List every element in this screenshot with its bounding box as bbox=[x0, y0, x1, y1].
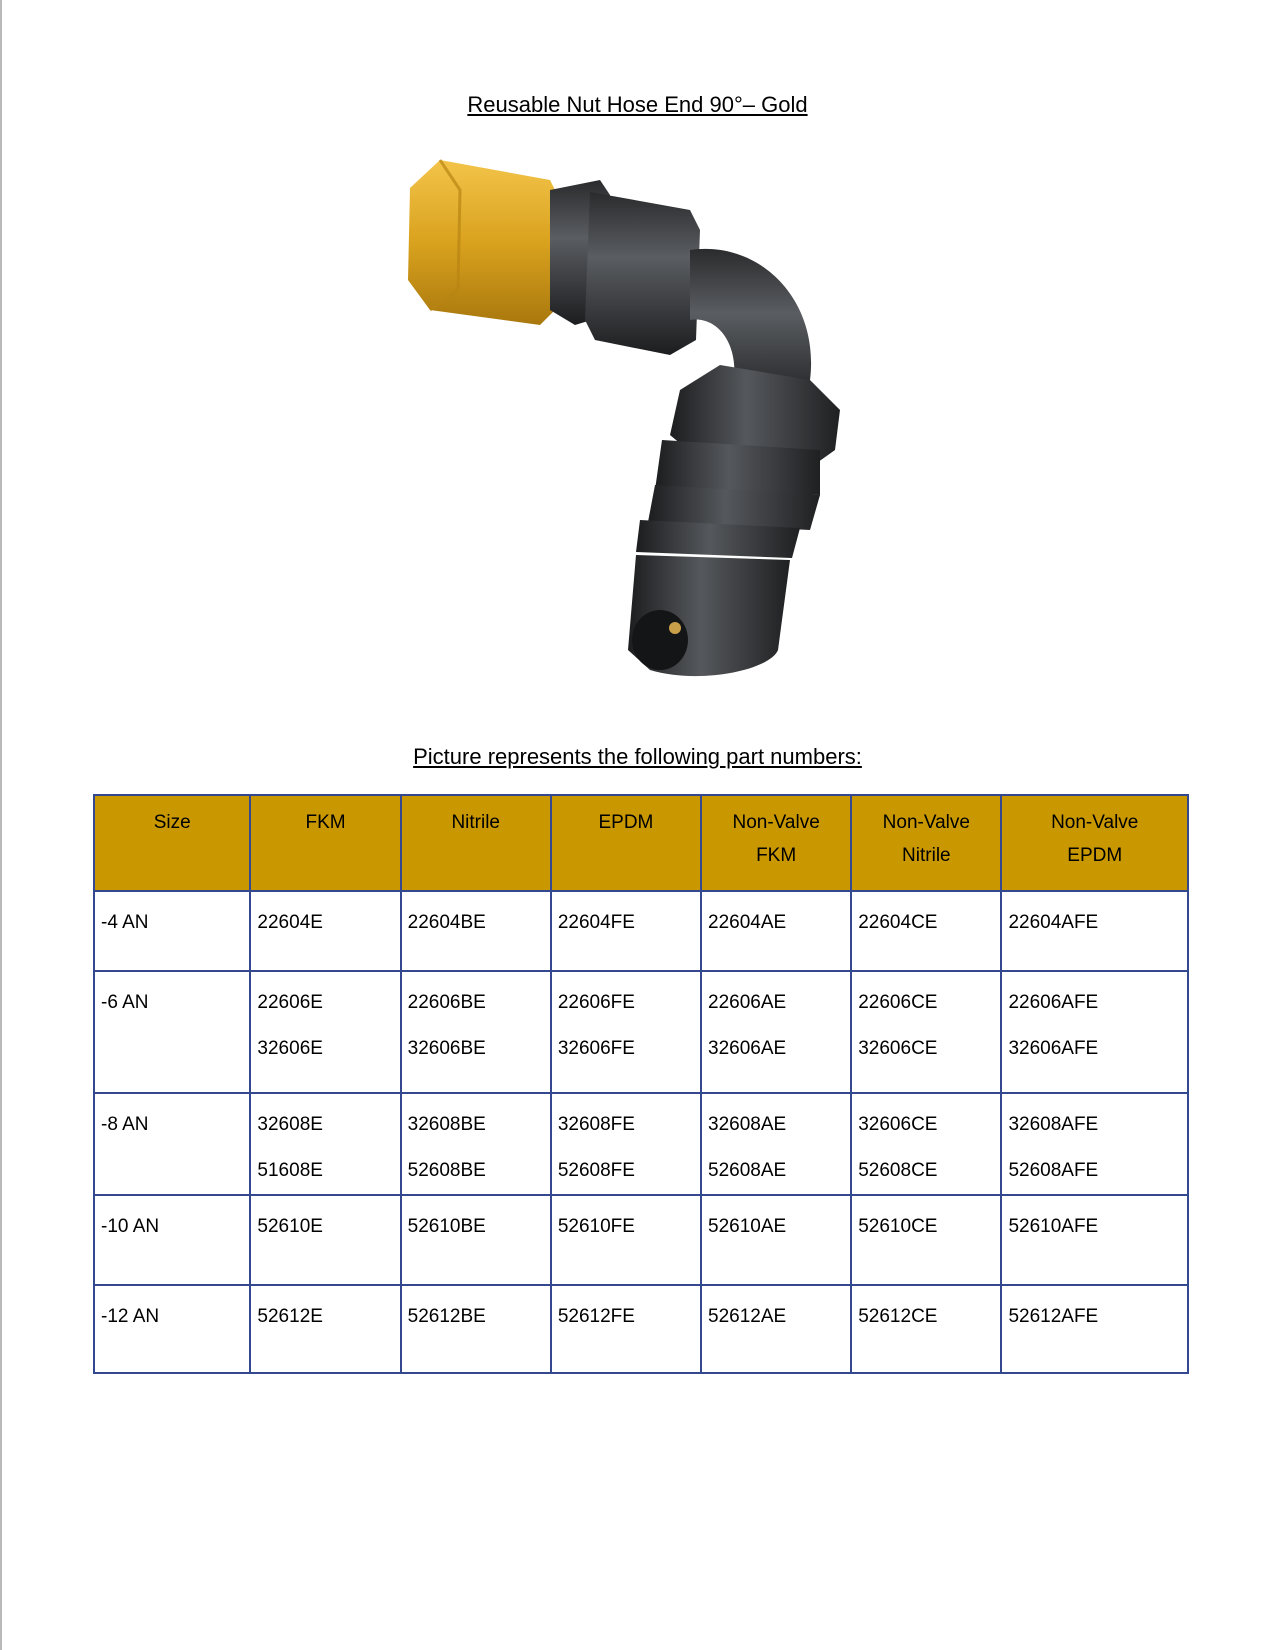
part-cell: 52612CE bbox=[851, 1285, 1001, 1373]
part-cell: 22604AFE bbox=[1001, 891, 1188, 971]
part-cell: 32608E 51608E bbox=[250, 1093, 400, 1195]
part-cell: 52610CE bbox=[851, 1195, 1001, 1285]
part-cell: 22606BE 32606BE bbox=[401, 971, 551, 1093]
header-epdm: EPDM bbox=[551, 795, 701, 891]
header-nitrile: Nitrile bbox=[401, 795, 551, 891]
size-cell: -8 AN bbox=[94, 1093, 250, 1195]
part-cell: 52612AFE bbox=[1001, 1285, 1188, 1373]
table-row bbox=[94, 891, 1188, 971]
part-cell: 22606AE 32606AE bbox=[701, 971, 851, 1093]
size-cell: -10 AN bbox=[94, 1195, 250, 1285]
size-cell: -4 AN bbox=[94, 891, 250, 971]
page-left-border bbox=[0, 0, 2, 1650]
part-cell: 52612BE bbox=[401, 1285, 551, 1373]
part-cell: 22604E bbox=[250, 891, 400, 971]
part-cell: 52610AFE bbox=[1001, 1195, 1188, 1285]
part-cell: 32608AFE 52608AFE bbox=[1001, 1093, 1188, 1195]
part-cell: 22604CE bbox=[851, 891, 1001, 971]
part-cell: 22606FE 32606FE bbox=[551, 971, 701, 1093]
header-non-valve-nitrile: Non-Valve Nitrile bbox=[851, 795, 1001, 891]
table-row bbox=[94, 971, 1188, 1093]
part-cell: 32606CE 52608CE bbox=[851, 1093, 1001, 1195]
size-cell: -12 AN bbox=[94, 1285, 250, 1373]
page-title: Reusable Nut Hose End 90°– Gold bbox=[467, 92, 808, 117]
part-cell: 22604AE bbox=[701, 891, 851, 971]
part-cell: 52610BE bbox=[401, 1195, 551, 1285]
header-non-valve-epdm: Non-Valve EPDM bbox=[1001, 795, 1188, 891]
header-size: Size bbox=[94, 795, 250, 891]
part-cell: 22604BE bbox=[401, 891, 551, 971]
part-cell: 32608FE 52608FE bbox=[551, 1093, 701, 1195]
part-cell: 52610FE bbox=[551, 1195, 701, 1285]
hose-end-90-product-image bbox=[400, 150, 870, 690]
gold-nut bbox=[408, 160, 565, 325]
size-cell: -6 AN bbox=[94, 971, 250, 1093]
part-numbers-table bbox=[93, 794, 1189, 1374]
part-cell: 32608BE 52608BE bbox=[401, 1093, 551, 1195]
part-cell: 52612AE bbox=[701, 1285, 851, 1373]
part-cell: 22606CE 32606CE bbox=[851, 971, 1001, 1093]
part-cell: 52612FE bbox=[551, 1285, 701, 1373]
table-row bbox=[94, 1195, 1188, 1285]
part-cell: 22606AFE 32606AFE bbox=[1001, 971, 1188, 1093]
part-cell: 22606E 32606E bbox=[250, 971, 400, 1093]
table-row bbox=[94, 1285, 1188, 1373]
table-row bbox=[94, 1093, 1188, 1195]
part-cell: 52610E bbox=[250, 1195, 400, 1285]
part-cell: 22604FE bbox=[551, 891, 701, 971]
table-caption: Picture represents the following part numbers: bbox=[413, 744, 862, 769]
table-header-row bbox=[94, 795, 1188, 891]
header-fkm: FKM bbox=[250, 795, 400, 891]
header-non-valve-fkm: Non-Valve FKM bbox=[701, 795, 851, 891]
part-cell: 32608AE 52608AE bbox=[701, 1093, 851, 1195]
part-cell: 52612E bbox=[250, 1285, 400, 1373]
part-cell: 52610AE bbox=[701, 1195, 851, 1285]
